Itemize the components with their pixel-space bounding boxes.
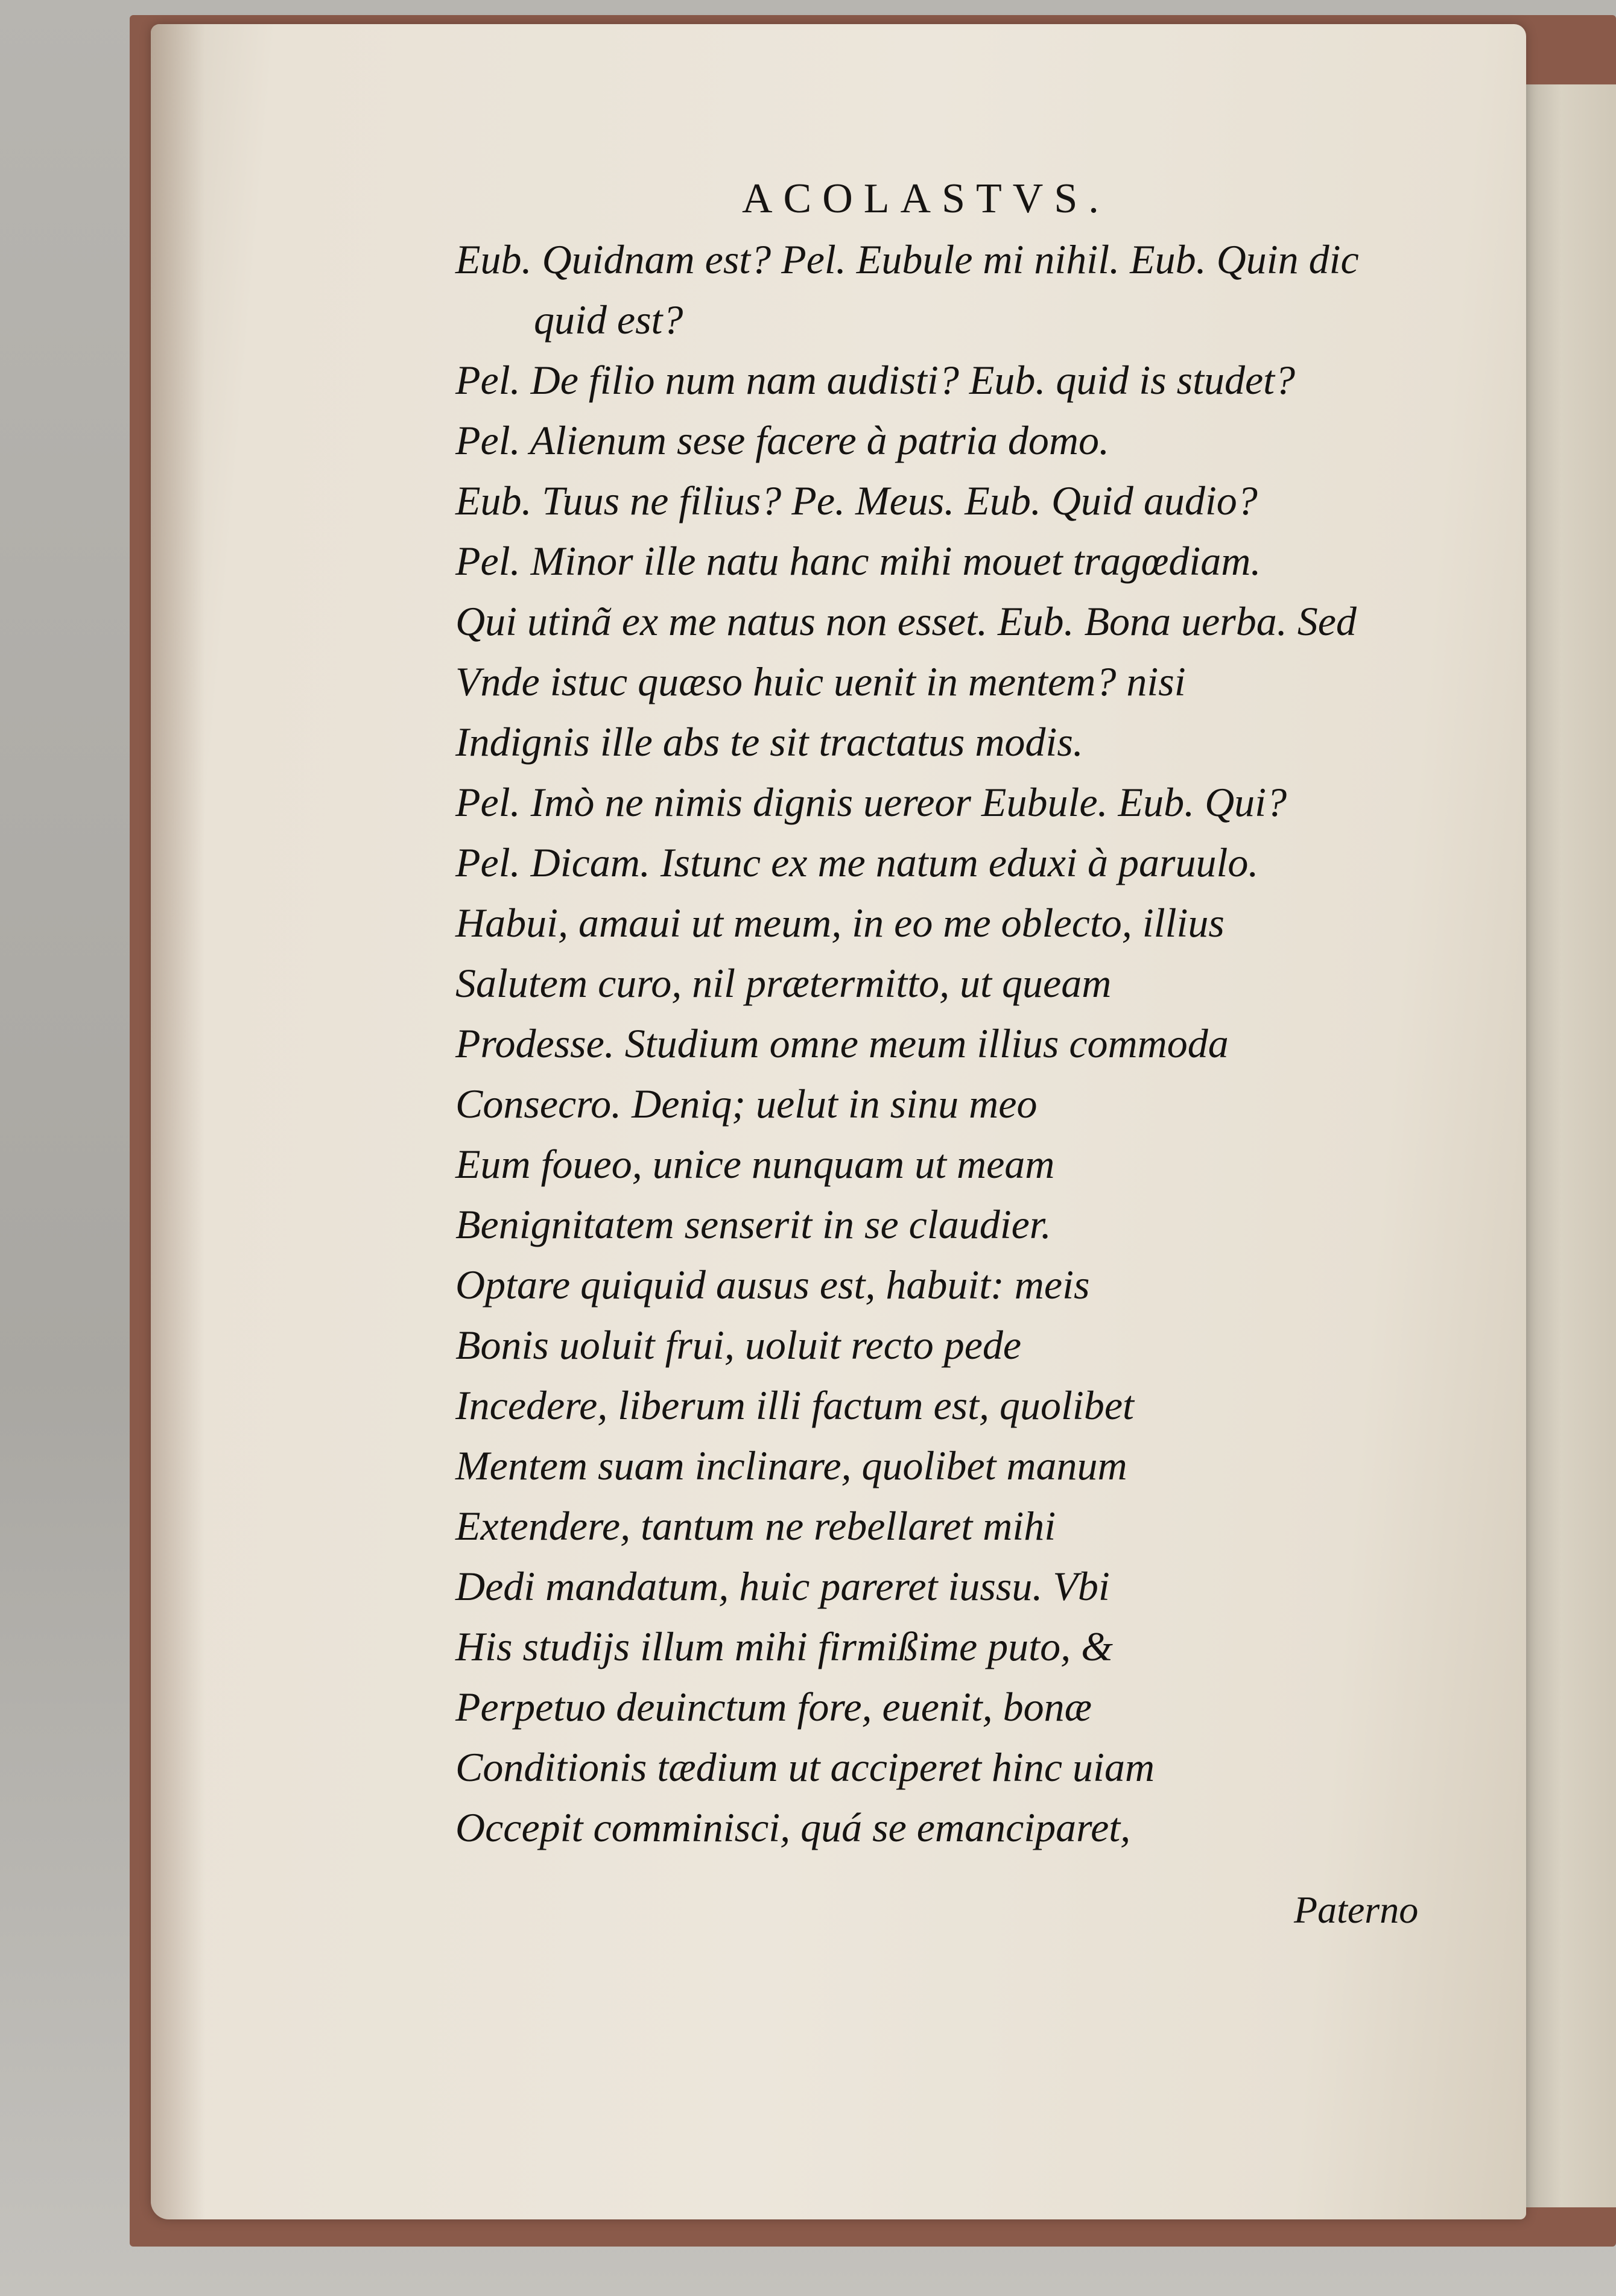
text-line: Vnde istuc quæso huic uenit in mentem? nisi bbox=[455, 659, 1186, 704]
text-line: Pel. De filio num nam audisti? Eub. quid is studet? bbox=[455, 357, 1296, 403]
text-line: Occepit comminisci, quá se emanciparet, bbox=[455, 1804, 1131, 1850]
catchword: Paterno bbox=[1294, 1888, 1419, 1931]
text-line: Eub. Tuus ne filius? Pe. Meus. Eub. Quid audio? bbox=[455, 478, 1258, 523]
text-line: Eub. Quidnam est? Pel. Eubule mi nihil. Eub. Quin dic bbox=[455, 236, 1359, 282]
text-line: Incedere, liberum illi factum est, quolibet bbox=[455, 1382, 1134, 1428]
text-line: Pel. Alienum sese facere à patria domo. bbox=[455, 417, 1110, 463]
text-line: Salutem curo, nil prætermitto, ut queam bbox=[455, 960, 1112, 1006]
text-line: Pel. Dicam. Istunc ex me natum eduxi à paruulo. bbox=[455, 840, 1259, 885]
text-line: quid est? bbox=[534, 297, 683, 343]
text-line: Benignitatem senserit in se claudier. bbox=[455, 1201, 1051, 1247]
text-line: Conditionis tædium ut acciperet hinc uiam bbox=[455, 1744, 1155, 1790]
text-line: Pel. Minor ille natu hanc mihi mouet tragœdiam. bbox=[455, 538, 1261, 584]
running-head: ACOLASTVS. bbox=[742, 176, 1110, 222]
text-line: Eum foueo, unice nunquam ut meam bbox=[455, 1141, 1055, 1187]
text-line: Dedi mandatum, huic pareret iussu. Vbi bbox=[455, 1563, 1110, 1609]
text-line: Perpetuo deuinctum fore, euenit, bonæ bbox=[455, 1684, 1092, 1730]
text-block bbox=[455, 229, 1469, 1858]
text-line: Prodesse. Studium omne meum illius commoda bbox=[455, 1020, 1229, 1066]
text-line: Qui utinã ex me natus non esset. Eub. Bona uerba. Sed bbox=[455, 598, 1357, 644]
text-line: His studijs illum mihi firmißime puto, & bbox=[455, 1624, 1113, 1669]
text-line: Indignis ille abs te sit tractatus modis. bbox=[455, 719, 1083, 765]
gutter-shadow bbox=[151, 24, 205, 2219]
text-line: Habui, amaui ut meum, in eo me oblecto, illius bbox=[455, 900, 1225, 946]
text-line: Bonis uoluit frui, uoluit recto pede bbox=[455, 1322, 1022, 1368]
text-line: Mentem suam inclinare, quolibet manum bbox=[455, 1443, 1127, 1488]
text-line: Extendere, tantum ne rebellaret mihi bbox=[455, 1503, 1056, 1549]
text-line: Optare quiquid ausus est, habuit: meis bbox=[455, 1262, 1090, 1308]
text-line: Pel. Imò ne nimis dignis uereor Eubule. Eub. Qui? bbox=[455, 779, 1287, 825]
facing-page-edge bbox=[1520, 84, 1616, 2207]
text-line: Consecro. Deniq; uelut in sinu meo bbox=[455, 1081, 1038, 1127]
